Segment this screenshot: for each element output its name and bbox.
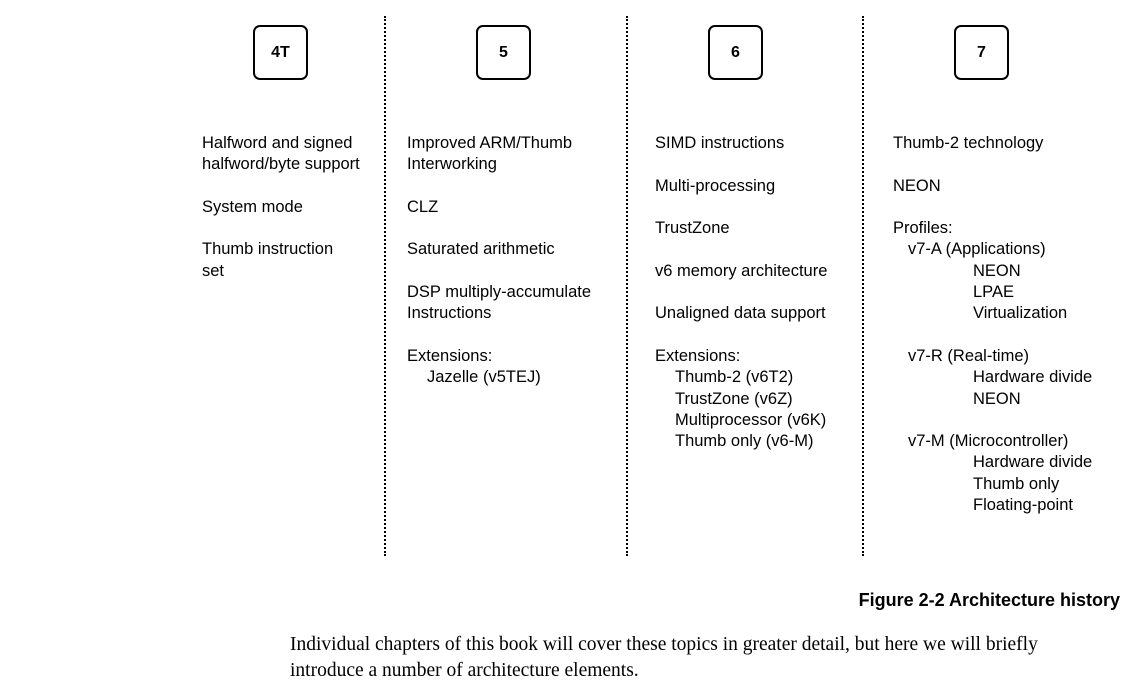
column-divider — [862, 16, 864, 556]
profile-feature: Hardware divide — [973, 368, 1093, 387]
version-box-4t: 4T — [253, 25, 308, 80]
extension-item: Thumb-2 (v6T2) — [675, 368, 794, 387]
feature-line: v6 memory architecture — [655, 261, 828, 280]
feature-line: set — [202, 261, 225, 280]
column-divider — [384, 16, 386, 556]
profile-feature: Virtualization — [973, 304, 1068, 323]
extension-item: Multiprocessor (v6K) — [675, 410, 827, 429]
feature-line: Saturated arithmetic — [407, 240, 555, 259]
feature-line: Multi-processing — [655, 176, 776, 195]
feature-line: Interworking — [407, 155, 497, 174]
feature-line: Thumb-2 technology — [893, 134, 1044, 152]
column-5-features — [407, 133, 591, 389]
body-paragraph — [290, 632, 1130, 684]
extension-item: Thumb only (v6-M) — [675, 432, 814, 451]
profile-feature: Hardware divide — [973, 453, 1093, 472]
feature-line: Improved ARM/Thumb — [407, 134, 573, 152]
feature-line: SIMD instructions — [655, 134, 785, 152]
column-7-features — [893, 133, 1092, 516]
profile-heading: v7-R (Real-time) — [908, 346, 1030, 365]
extension-item: TrustZone (v6Z) — [675, 389, 793, 408]
profiles-label: Profiles: — [893, 219, 953, 238]
feature-line: Thumb instruction — [202, 240, 334, 259]
feature-line: DSP multiply-accumulate — [407, 283, 592, 302]
profile-feature: LPAE — [973, 283, 1014, 302]
feature-line: NEON — [893, 176, 941, 195]
paragraph-line: introduce a number of architecture elements. — [290, 660, 639, 681]
version-box-5: 5 — [476, 25, 531, 80]
version-box-6: 6 — [708, 25, 763, 80]
feature-line: System mode — [202, 197, 303, 216]
column-4t-features — [202, 133, 360, 282]
feature-line: Halfword and signed — [202, 134, 353, 152]
profile-feature: Thumb only — [973, 474, 1060, 493]
column-6-features — [655, 133, 827, 452]
extensions-label: Extensions: — [407, 346, 493, 365]
profile-feature: NEON — [973, 389, 1021, 408]
feature-line: halfword/byte support — [202, 155, 360, 174]
column-divider — [626, 16, 628, 556]
profile-feature: NEON — [973, 261, 1021, 280]
feature-line: Instructions — [407, 304, 492, 323]
extension-item: Jazelle (v5TEJ) — [427, 368, 541, 387]
paragraph-line: Individual chapters of this book will cover these topics in greater detail, but here we will briefly — [290, 634, 1038, 655]
feature-line: Unaligned data support — [655, 304, 826, 323]
profile-heading: v7-M (Microcontroller) — [908, 432, 1069, 451]
feature-line: CLZ — [407, 197, 439, 216]
version-box-7: 7 — [954, 25, 1009, 80]
profile-feature: Floating-point — [973, 496, 1073, 515]
figure-caption: Figure 2-2 Architecture history — [858, 590, 1120, 610]
feature-line: TrustZone — [655, 219, 730, 238]
extensions-label: Extensions: — [655, 346, 741, 365]
profile-heading: v7-A (Applications) — [908, 240, 1046, 259]
